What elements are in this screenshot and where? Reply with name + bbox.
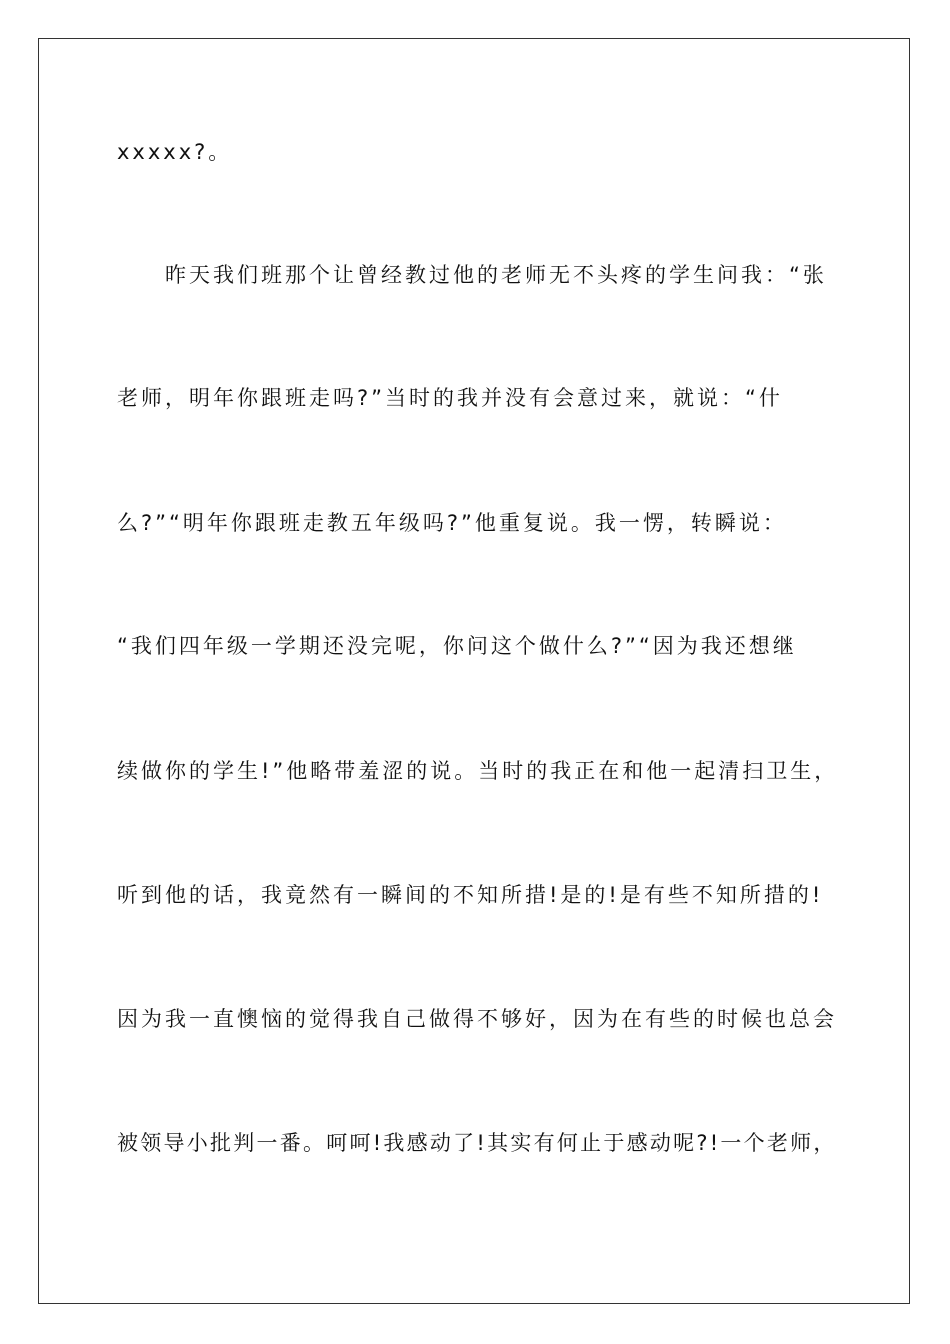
text-line: 听到他的话，我竟然有一瞬间的不知所措!是的!是有些不知所措的!	[117, 883, 824, 907]
text-line: 因为我一直懊恼的觉得我自己做得不够好，因为在有些的时候也总会	[117, 1007, 837, 1031]
text-line: “我们四年级一学期还没完呢，你问这个做什么?”“因为我还想继	[117, 634, 797, 658]
page-border	[38, 38, 910, 1304]
text-line: 昨天我们班那个让曾经教过他的老师无不头疼的学生问我：“张	[117, 263, 827, 287]
text-line: 么?”“明年你跟班走教五年级吗?”他重复说。我一愣，转瞬说：	[117, 511, 787, 535]
text-line: 续做你的学生!”他略带羞涩的说。当时的我正在和他一起清扫卫生，	[117, 759, 839, 783]
text-line: 老师，明年你跟班走吗?”当时的我并没有会意过来，就说：“什	[117, 386, 783, 410]
text-line: 被领导小批判一番。呵呵!我感动了!其实有何止于感动呢?!一个老师，	[117, 1131, 837, 1155]
text-line: xxxxx?。	[117, 140, 233, 164]
